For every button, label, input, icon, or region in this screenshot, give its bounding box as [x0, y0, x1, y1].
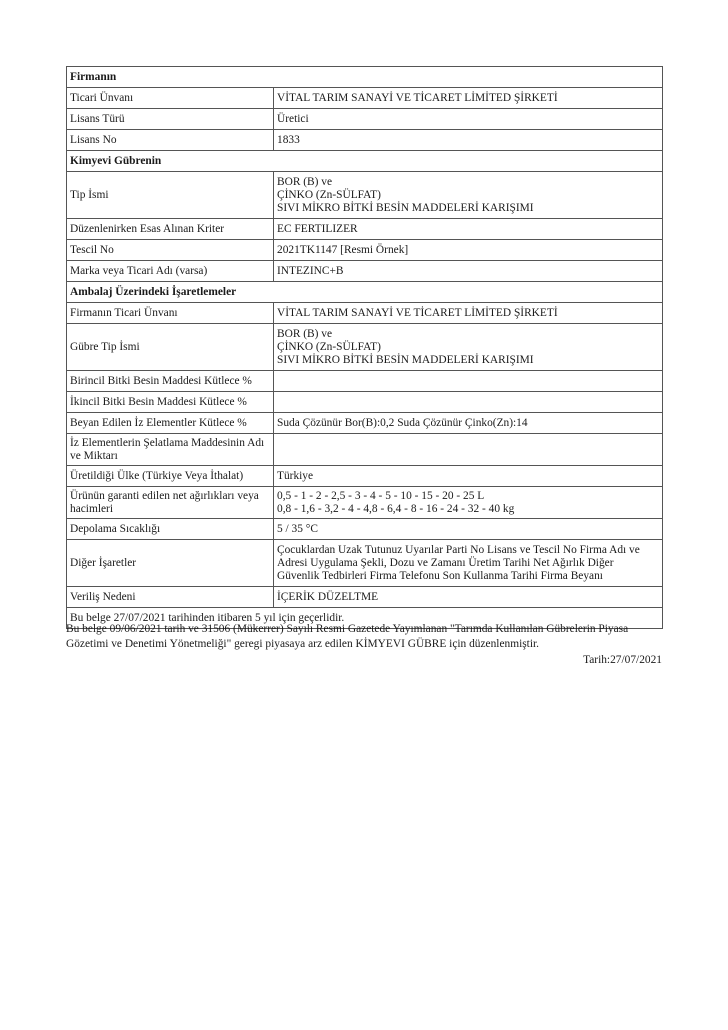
value: Üretici	[274, 109, 663, 130]
table-row	[67, 487, 663, 519]
label: Veriliş Nedeni	[67, 587, 274, 608]
footnote: Bu belge 09/06/2021 tarih ve 31506 (Mükerrer) Sayılı Resmi Gazetede Yayımlanan "Tarımda Kullanılan Gübrelerin Piyasa Gözetimi ve Denetimi Yönetmeliği" geregi piyasaya arz edilen KİMYEVI GÜBRE için düzenlenmiştir.	[66, 623, 629, 650]
value	[274, 371, 663, 392]
table-row	[67, 219, 663, 240]
certificate-table	[66, 66, 663, 629]
table-row	[67, 109, 663, 130]
table-row	[67, 392, 663, 413]
table-row	[67, 240, 663, 261]
value: Türkiye	[274, 466, 663, 487]
label: Üretildiği Ülke (Türkiye Veya İthalat)	[67, 466, 274, 487]
table-row	[67, 172, 663, 219]
label: Ticari Ünvanı	[67, 88, 274, 109]
validity-note: Bu belge 27/07/2021 tarihinden itibaren 5 yıl için geçerlidir.	[67, 608, 663, 629]
value: 2021TK1147 [Resmi Örnek]	[274, 240, 663, 261]
value: EC FERTILIZER	[274, 219, 663, 240]
value: BOR (B) ve ÇİNKO (Zn-SÜLFAT) SIVI MİKRO BİTKİ BESİN MADDELERİ KARIŞIMI	[274, 324, 663, 371]
label: Lisans No	[67, 130, 274, 151]
table-row	[67, 371, 663, 392]
label: Lisans Türü	[67, 109, 274, 130]
table-row	[67, 540, 663, 587]
table-row	[67, 88, 663, 109]
label: Düzenlenirken Esas Alınan Kriter	[67, 219, 274, 240]
label: Beyan Edilen İz Elementler Kütlece %	[67, 413, 274, 434]
table-row	[67, 466, 663, 487]
value: BOR (B) ve ÇİNKO (Zn-SÜLFAT) SIVI MİKRO BİTKİ BESİN MADDELERİ KARIŞIMI	[274, 172, 663, 219]
table-row	[67, 413, 663, 434]
label: Diğer İşaretler	[67, 540, 274, 587]
section-title-packaging: Ambalaj Üzerindeki İşaretlemeler	[67, 282, 663, 303]
table-row	[67, 261, 663, 282]
label: Gübre Tip İsmi	[67, 324, 274, 371]
label: Tip İsmi	[67, 172, 274, 219]
value: 5 / 35 °C	[274, 519, 663, 540]
value	[274, 434, 663, 466]
label: İz Elementlerin Şelatlama Maddesinin Adı ve Miktarı	[67, 434, 274, 466]
label: Depolama Sıcaklığı	[67, 519, 274, 540]
document-date: Tarih:27/07/2021	[583, 654, 662, 666]
value: VİTAL TARIM SANAYİ VE TİCARET LİMİTED ŞİRKETİ	[274, 303, 663, 324]
label: Birincil Bitki Besin Maddesi Kütlece %	[67, 371, 274, 392]
value: Suda Çözünür Bor(B):0,2 Suda Çözünür Çinko(Zn):14	[274, 413, 663, 434]
table-row	[67, 587, 663, 608]
label: Tescil No	[67, 240, 274, 261]
label: Marka veya Ticari Adı (varsa)	[67, 261, 274, 282]
table-row	[67, 434, 663, 466]
value: VİTAL TARIM SANAYİ VE TİCARET LİMİTED ŞİRKETİ	[274, 88, 663, 109]
value	[274, 392, 663, 413]
value: 1833	[274, 130, 663, 151]
label: İkincil Bitki Besin Maddesi Kütlece %	[67, 392, 274, 413]
table-row	[67, 130, 663, 151]
value: Çocuklardan Uzak Tutunuz Uyarılar Parti No Lisans ve Tescil No Firma Adı ve Adresi Uygulama Şekli, Dozu ve Zamanı Üretim Tarihi Net Ağırlık Diğer Güvenlik Tedbirleri Firma Telefonu Son Kullanma Tarihi Firma Beyanı	[274, 540, 663, 587]
label: Firmanın Ticari Ünvanı	[67, 303, 274, 324]
table-row	[67, 324, 663, 371]
section-title-fertilizer: Kimyevi Gübrenin	[67, 151, 663, 172]
value: İÇERİK DÜZELTME	[274, 587, 663, 608]
label: Ürünün garanti edilen net ağırlıkları veya hacimleri	[67, 487, 274, 519]
table-row	[67, 519, 663, 540]
value: INTEZINC+B	[274, 261, 663, 282]
table-row	[67, 303, 663, 324]
section-title-firm: Firmanın	[67, 67, 663, 88]
value: 0,5 - 1 - 2 - 2,5 - 3 - 4 - 5 - 10 - 15 - 20 - 25 L 0,8 - 1,6 - 3,2 - 4 - 4,8 - 6,4 - 8 - 16 - 24 - 32 - 40 kg	[274, 487, 663, 519]
